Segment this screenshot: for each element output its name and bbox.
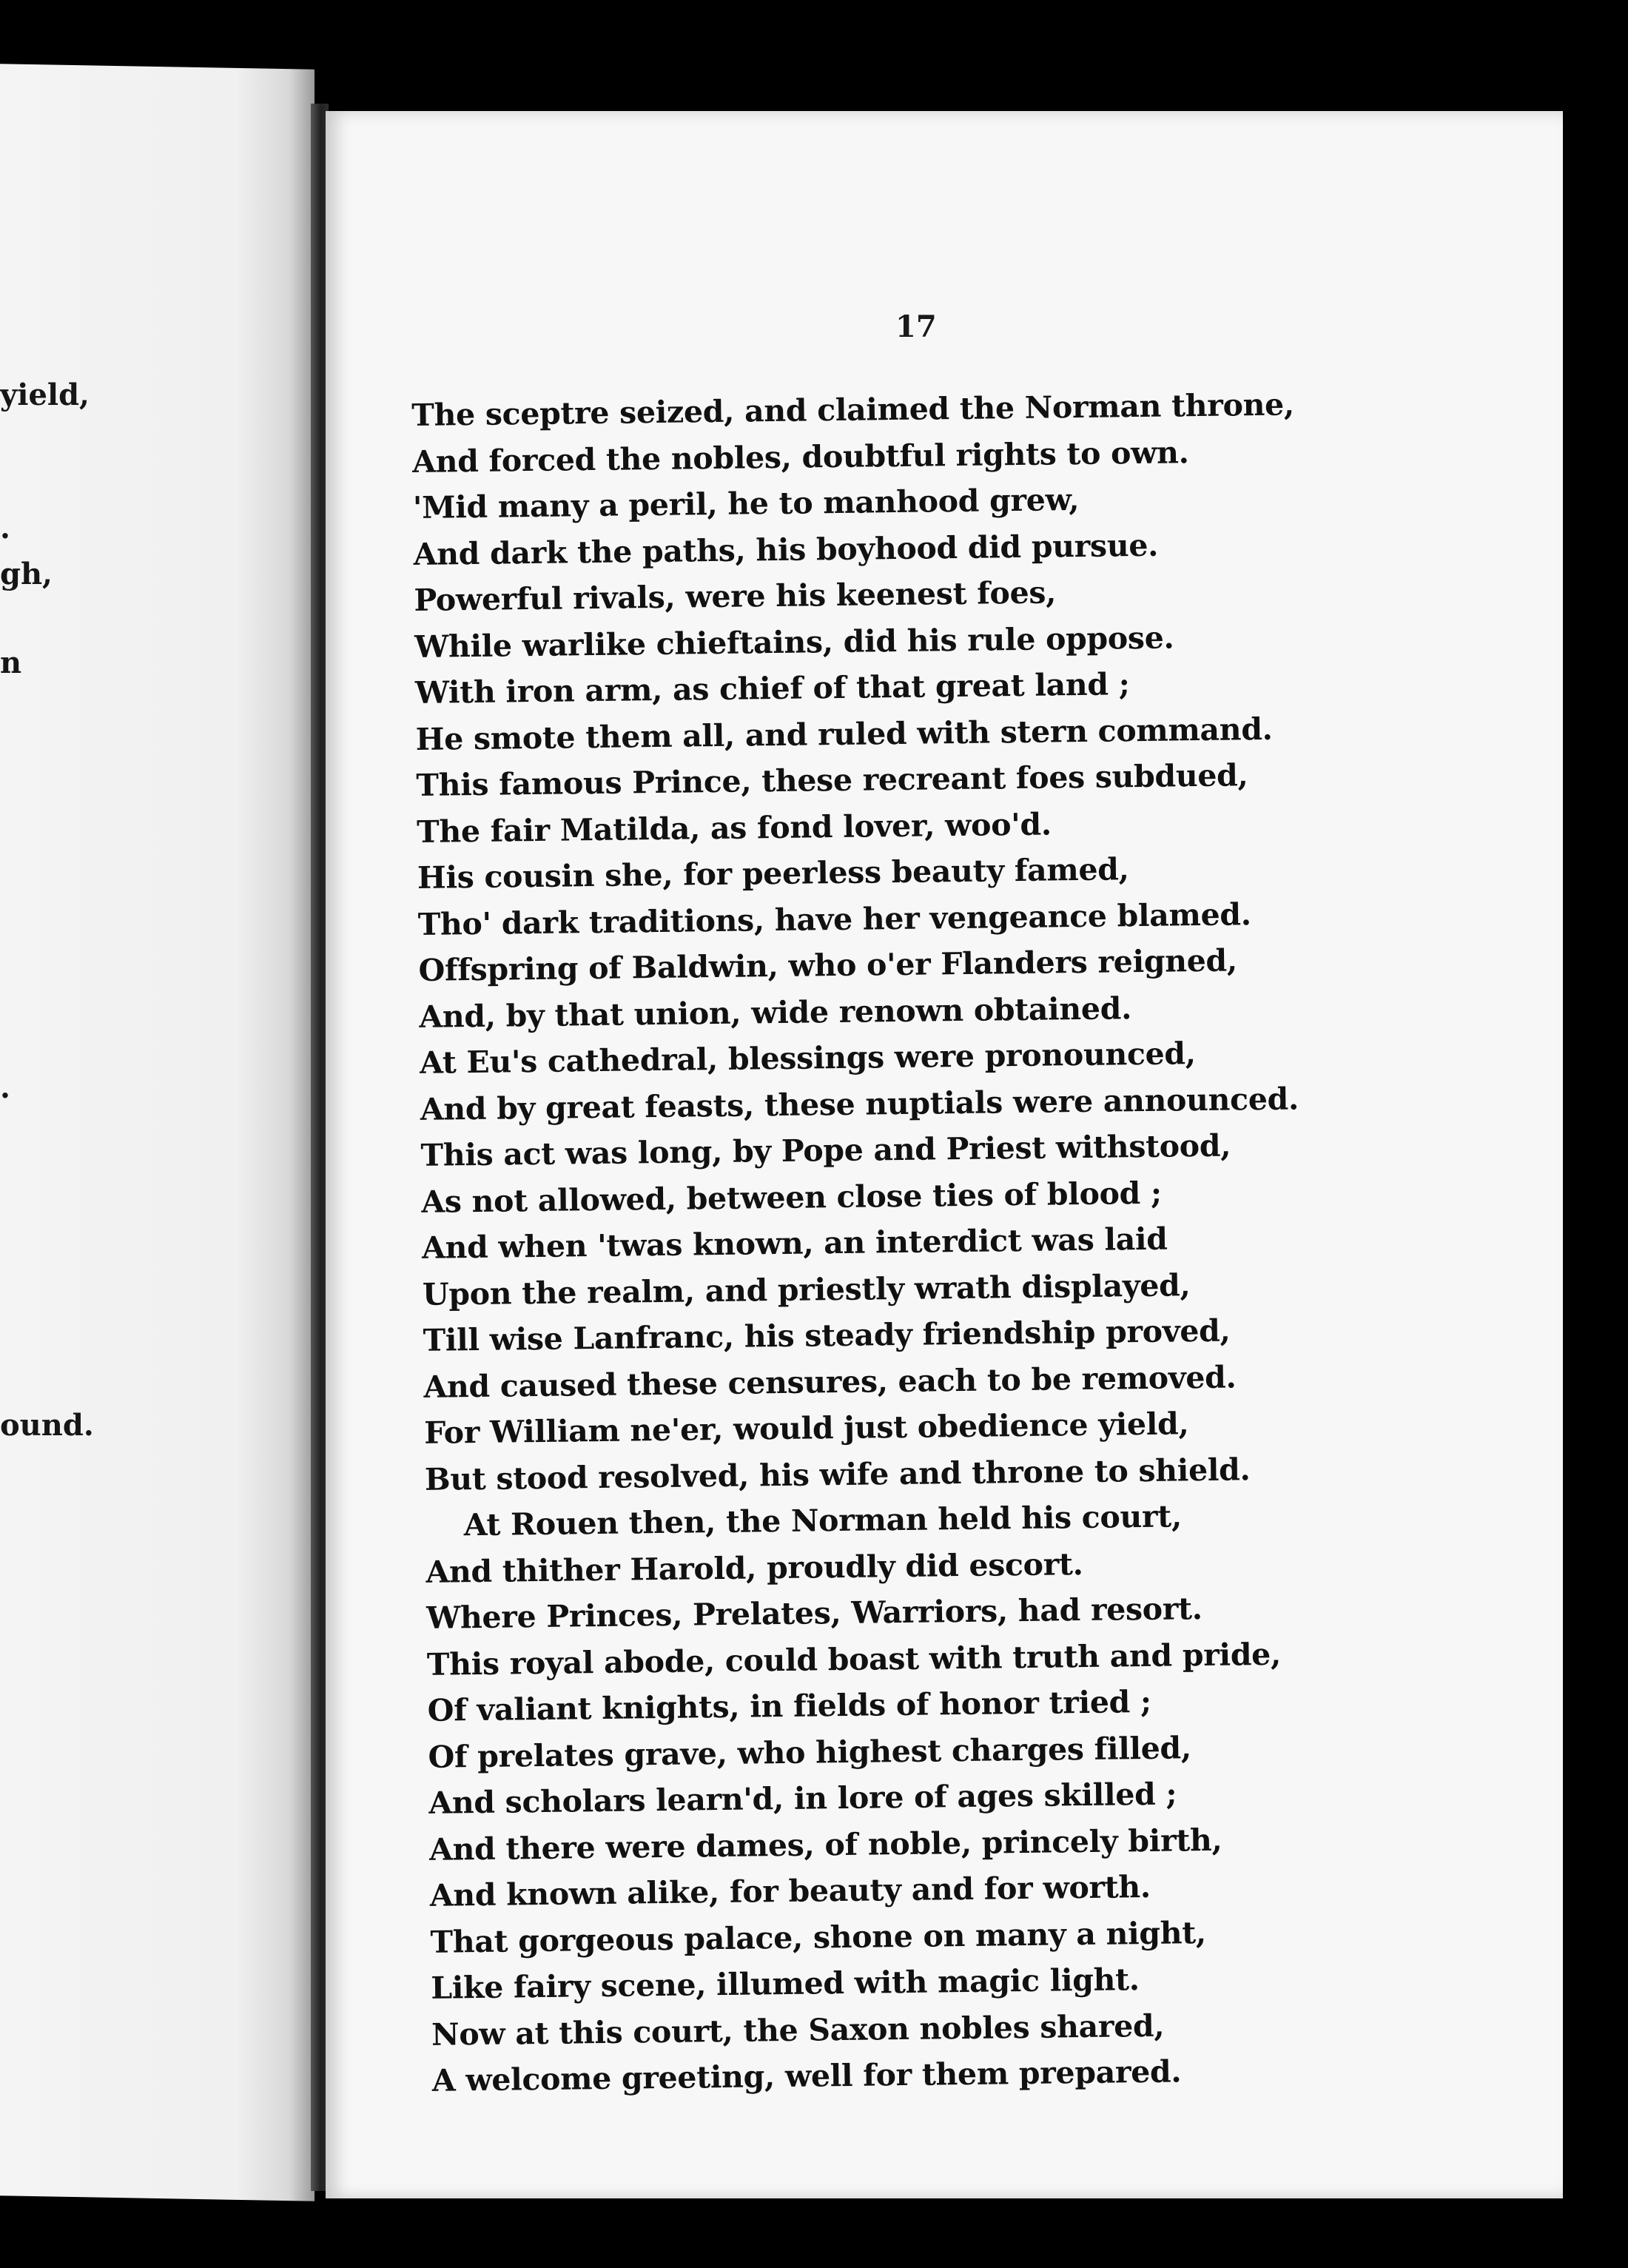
- verse-line: And forced the nobles, doubtful rights to own.: [411, 434, 1189, 480]
- verse-line: For William ne'er, would just obedience yield,: [423, 1406, 1189, 1451]
- verse-line: And thither Harold, proudly did escort.: [426, 1546, 1083, 1590]
- left-page-fragment: n: [0, 645, 22, 680]
- left-page-fragment: gh,: [0, 557, 53, 591]
- verse-line: And caused these censures, each to be removed.: [423, 1358, 1237, 1405]
- verse-line: And there were dames, of noble, princely birth,: [428, 1822, 1222, 1868]
- page-number: 17: [895, 309, 937, 344]
- verse-line: Now at this court, the Saxon nobles shared,: [431, 2007, 1165, 2053]
- verse-line: And when 'twas known, an interdict was laid: [421, 1221, 1168, 1266]
- verse-line: And known alike, for beauty and for worth.: [429, 1868, 1151, 1913]
- verse-line: This famous Prince, these recreant foes subdued,: [416, 757, 1248, 803]
- verse-line: While warlike chieftains, did his rule oppose.: [414, 619, 1174, 665]
- verse-line: That gorgeous palace, shone on many a night,: [430, 1914, 1207, 1960]
- verse-line: 'Mid many a peril, he to manhood grew,: [412, 481, 1080, 526]
- left-page-fragment: yield,: [0, 378, 90, 412]
- verse-line: Where Princes, Prelates, Warriors, had resort.: [426, 1591, 1203, 1636]
- verse-line: Offspring of Baldwin, who o'er Flanders reigned,: [418, 942, 1238, 988]
- poem-text: [411, 378, 1579, 2104]
- verse-line: His cousin she, for peerless beauty famed,: [417, 851, 1129, 896]
- verse-line: The sceptre seized, and claimed the Norman throne,: [411, 386, 1295, 433]
- verse-line: And, by that union, wide renown obtained.: [419, 990, 1132, 1035]
- verse-line: This act was long, by Pope and Priest withstood,: [420, 1127, 1231, 1173]
- verse-line: A welcome greeting, well for them prepared.: [431, 2053, 1182, 2098]
- verse-line: Of prelates grave, who highest charges filled,: [428, 1729, 1192, 1775]
- verse-line: And scholars learn'd, in lore of ages skilled ;: [428, 1776, 1177, 1821]
- left-page-fragment: .: [0, 1070, 10, 1105]
- verse-line: Upon the realm, and priestly wrath displayed,: [422, 1266, 1191, 1312]
- verse-line: At Rouen then, the Norman held his court,: [463, 1498, 1183, 1543]
- verse-line: This royal abode, could boast with truth and pride,: [426, 1636, 1282, 1682]
- verse-line: And dark the paths, his boyhood did pursue.: [413, 527, 1159, 572]
- verse-line: But stood resolved, his wife and throne to shield.: [424, 1451, 1251, 1497]
- verse-line: With iron arm, as chief of that great land ;: [414, 666, 1130, 711]
- verse-line: At Eu's cathedral, blessings were pronounced,: [419, 1036, 1197, 1081]
- verse-line: Powerful rivals, were his keenest foes,: [414, 574, 1057, 618]
- left-page-fragment: ound.: [0, 1408, 94, 1443]
- verse-line: Of valiant knights, in fields of honor tried ;: [427, 1683, 1152, 1728]
- verse-line: Like fairy scene, illumed with magic light.: [431, 1962, 1140, 2006]
- verse-line: Till wise Lanfranc, his steady friendship proved,: [423, 1312, 1231, 1358]
- verse-line: Tho' dark traditions, have her vengeance blamed.: [417, 896, 1251, 942]
- verse-line: He smote them all, and ruled with stern command.: [415, 711, 1273, 757]
- verse-line: As not allowed, between close ties of blood ;: [421, 1175, 1163, 1220]
- left-page-fragment: .: [0, 511, 10, 546]
- verse-line: And by great feasts, these nuptials were announced.: [420, 1080, 1299, 1127]
- verse-line: The fair Matilda, as fond lover, woo'd.: [416, 805, 1052, 850]
